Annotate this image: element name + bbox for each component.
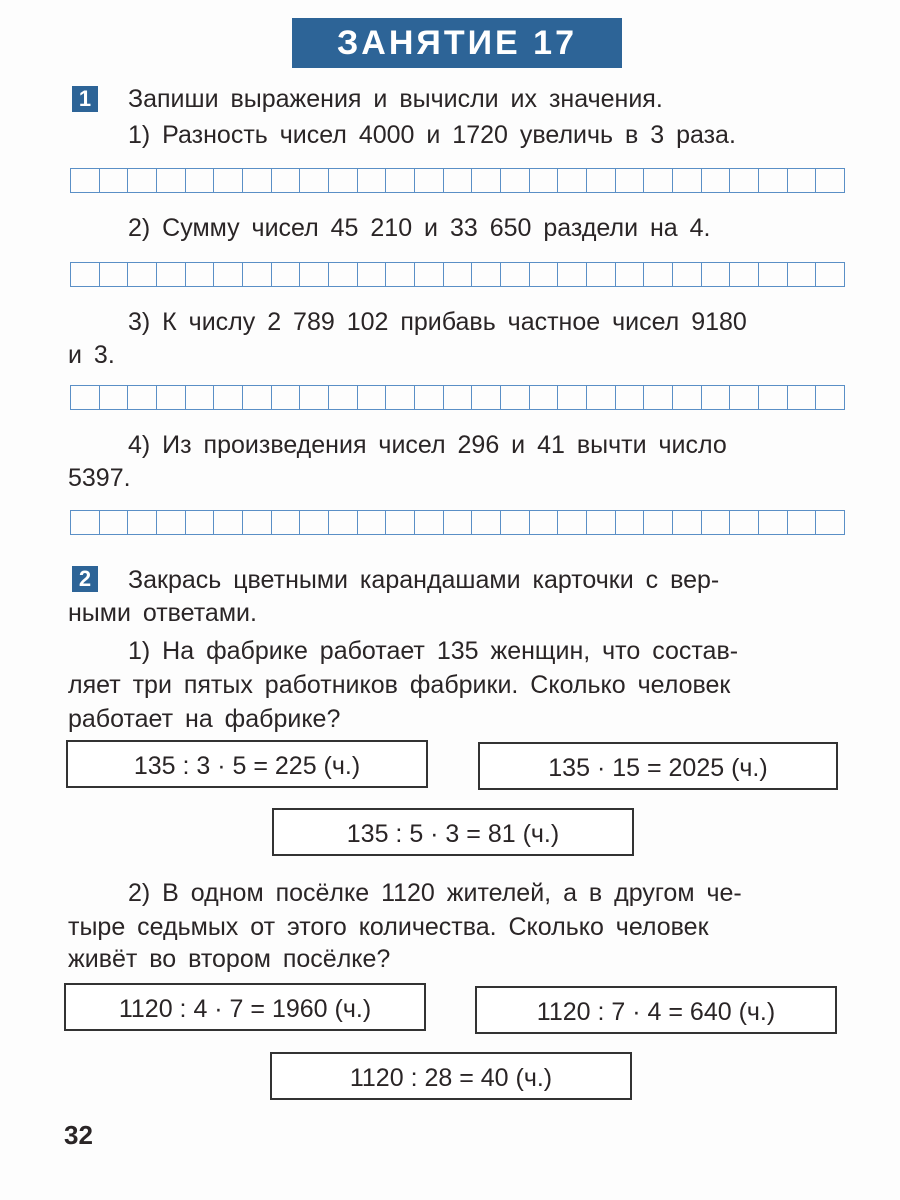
grid-cell[interactable] <box>157 169 186 192</box>
grid-cell[interactable] <box>128 169 157 192</box>
task-1-item-4-cont: 5397. <box>68 464 131 492</box>
grid-cell[interactable] <box>673 511 702 534</box>
grid-cell[interactable] <box>71 386 100 409</box>
grid-cell[interactable] <box>358 263 387 286</box>
grid-cell[interactable] <box>243 263 272 286</box>
grid-cell[interactable] <box>386 263 415 286</box>
grid-cell[interactable] <box>759 386 788 409</box>
grid-cell[interactable] <box>243 511 272 534</box>
grid-cell[interactable] <box>702 263 731 286</box>
grid-cell[interactable] <box>816 386 844 409</box>
grid-cell[interactable] <box>444 263 473 286</box>
task-2-instruction-cont: ными ответами. <box>68 599 257 627</box>
grid-cell[interactable] <box>358 386 387 409</box>
grid-cell[interactable] <box>501 263 530 286</box>
grid-cell[interactable] <box>587 386 616 409</box>
grid-cell[interactable] <box>272 386 301 409</box>
grid-cell[interactable] <box>587 263 616 286</box>
grid-cell[interactable] <box>300 511 329 534</box>
grid-cell[interactable] <box>673 386 702 409</box>
problem-2-text: тыре седьмых от этого количества. Сколько человек <box>68 913 709 941</box>
grid-cell[interactable] <box>243 169 272 192</box>
grid-cell[interactable] <box>415 263 444 286</box>
answer-grid-4[interactable] <box>70 510 845 535</box>
grid-cell[interactable] <box>415 511 444 534</box>
grid-cell[interactable] <box>329 386 358 409</box>
grid-cell[interactable] <box>788 263 817 286</box>
answer-grid-2[interactable] <box>70 262 845 287</box>
task-1-badge: 1 <box>72 86 98 112</box>
grid-cell[interactable] <box>558 263 587 286</box>
task-1-instruction: Запиши выражения и вычисли их значения. <box>128 85 663 113</box>
answer-card[interactable]: 1120 : 4 · 7 = 1960 (ч.) <box>64 983 426 1031</box>
grid-cell[interactable] <box>186 263 215 286</box>
grid-cell[interactable] <box>616 263 645 286</box>
answer-card[interactable]: 1120 : 7 · 4 = 640 (ч.) <box>475 986 837 1034</box>
grid-cell[interactable] <box>759 263 788 286</box>
task-1-item-4: 4) Из произведения чисел 296 и 41 вычти число <box>128 431 727 459</box>
task-1-item-3-cont: и 3. <box>68 341 115 369</box>
answer-card[interactable]: 135 : 5 · 3 = 81 (ч.) <box>272 808 634 856</box>
grid-cell[interactable] <box>587 169 616 192</box>
grid-cell[interactable] <box>644 263 673 286</box>
grid-cell[interactable] <box>415 169 444 192</box>
grid-cell[interactable] <box>788 169 817 192</box>
task-1-item-2: 2) Сумму чисел 45 210 и 33 650 раздели на 4. <box>128 214 711 242</box>
grid-cell[interactable] <box>730 169 759 192</box>
grid-cell[interactable] <box>501 386 530 409</box>
grid-cell[interactable] <box>616 386 645 409</box>
grid-cell[interactable] <box>157 263 186 286</box>
problem-1-text: работает на фабрике? <box>68 705 341 733</box>
grid-cell[interactable] <box>415 386 444 409</box>
grid-cell[interactable] <box>644 386 673 409</box>
grid-cell[interactable] <box>214 386 243 409</box>
grid-cell[interactable] <box>644 169 673 192</box>
grid-cell[interactable] <box>100 511 129 534</box>
grid-cell[interactable] <box>816 169 844 192</box>
grid-cell[interactable] <box>329 263 358 286</box>
grid-cell[interactable] <box>702 386 731 409</box>
grid-cell[interactable] <box>816 263 844 286</box>
problem-2-text: живёт во втором посёлке? <box>68 945 391 973</box>
grid-cell[interactable] <box>214 263 243 286</box>
grid-cell[interactable] <box>673 263 702 286</box>
grid-cell[interactable] <box>702 511 731 534</box>
grid-cell[interactable] <box>386 511 415 534</box>
grid-cell[interactable] <box>71 263 100 286</box>
lesson-title: ЗАНЯТИЕ 17 <box>292 18 622 68</box>
grid-cell[interactable] <box>730 386 759 409</box>
grid-cell[interactable] <box>587 511 616 534</box>
grid-cell[interactable] <box>444 511 473 534</box>
problem-1-text: 1) На фабрике работает 135 женщин, что состав- <box>128 637 739 665</box>
grid-cell[interactable] <box>730 511 759 534</box>
grid-cell[interactable] <box>501 511 530 534</box>
answer-card[interactable]: 135 · 15 = 2025 (ч.) <box>478 742 838 790</box>
grid-cell[interactable] <box>558 511 587 534</box>
grid-cell[interactable] <box>673 169 702 192</box>
grid-cell[interactable] <box>243 386 272 409</box>
grid-cell[interactable] <box>186 386 215 409</box>
grid-cell[interactable] <box>530 386 559 409</box>
grid-cell[interactable] <box>272 169 301 192</box>
task-2-instruction: Закрась цветными карандашами карточки с вер- <box>128 566 720 594</box>
grid-cell[interactable] <box>759 511 788 534</box>
grid-cell[interactable] <box>558 169 587 192</box>
grid-cell[interactable] <box>329 169 358 192</box>
task-1-item-3: 3) К числу 2 789 102 прибавь частное чисел 9180 <box>128 308 747 336</box>
page-number: 32 <box>64 1120 93 1150</box>
grid-cell[interactable] <box>530 169 559 192</box>
task-2-badge: 2 <box>72 566 98 592</box>
grid-cell[interactable] <box>444 169 473 192</box>
grid-cell[interactable] <box>501 169 530 192</box>
grid-cell[interactable] <box>329 511 358 534</box>
grid-cell[interactable] <box>157 511 186 534</box>
problem-1-text: ляет три пятых работников фабрики. Сколько человек <box>68 671 731 699</box>
grid-cell[interactable] <box>472 169 501 192</box>
grid-cell[interactable] <box>358 169 387 192</box>
grid-cell[interactable] <box>157 386 186 409</box>
grid-cell[interactable] <box>214 169 243 192</box>
grid-cell[interactable] <box>128 511 157 534</box>
grid-cell[interactable] <box>472 386 501 409</box>
grid-cell[interactable] <box>71 169 100 192</box>
grid-cell[interactable] <box>702 169 731 192</box>
grid-cell[interactable] <box>816 511 844 534</box>
grid-cell[interactable] <box>186 169 215 192</box>
grid-cell[interactable] <box>71 511 100 534</box>
answer-card[interactable]: 1120 : 28 = 40 (ч.) <box>270 1052 632 1100</box>
grid-cell[interactable] <box>730 263 759 286</box>
grid-cell[interactable] <box>186 511 215 534</box>
grid-cell[interactable] <box>100 386 129 409</box>
grid-cell[interactable] <box>616 511 645 534</box>
problem-2-text: 2) В одном посёлке 1120 жителей, а в другом че- <box>128 879 742 907</box>
grid-cell[interactable] <box>759 169 788 192</box>
grid-cell[interactable] <box>358 511 387 534</box>
grid-cell[interactable] <box>128 386 157 409</box>
grid-cell[interactable] <box>472 263 501 286</box>
answer-grid-3[interactable] <box>70 385 845 410</box>
grid-cell[interactable] <box>214 511 243 534</box>
grid-cell[interactable] <box>100 263 129 286</box>
grid-cell[interactable] <box>530 263 559 286</box>
answer-card[interactable]: 135 : 3 · 5 = 225 (ч.) <box>66 740 428 788</box>
grid-cell[interactable] <box>386 386 415 409</box>
grid-cell[interactable] <box>300 169 329 192</box>
grid-cell[interactable] <box>472 511 501 534</box>
grid-cell[interactable] <box>644 511 673 534</box>
grid-cell[interactable] <box>128 263 157 286</box>
grid-cell[interactable] <box>272 511 301 534</box>
grid-cell[interactable] <box>530 511 559 534</box>
answer-grid-1[interactable] <box>70 168 845 193</box>
grid-cell[interactable] <box>444 386 473 409</box>
grid-cell[interactable] <box>100 169 129 192</box>
grid-cell[interactable] <box>386 169 415 192</box>
grid-cell[interactable] <box>300 263 329 286</box>
grid-cell[interactable] <box>272 263 301 286</box>
grid-cell[interactable] <box>558 386 587 409</box>
grid-cell[interactable] <box>788 386 817 409</box>
grid-cell[interactable] <box>788 511 817 534</box>
grid-cell[interactable] <box>616 169 645 192</box>
grid-cell[interactable] <box>300 386 329 409</box>
task-1-item-1: 1) Разность чисел 4000 и 1720 увеличь в 3 раза. <box>128 121 736 149</box>
